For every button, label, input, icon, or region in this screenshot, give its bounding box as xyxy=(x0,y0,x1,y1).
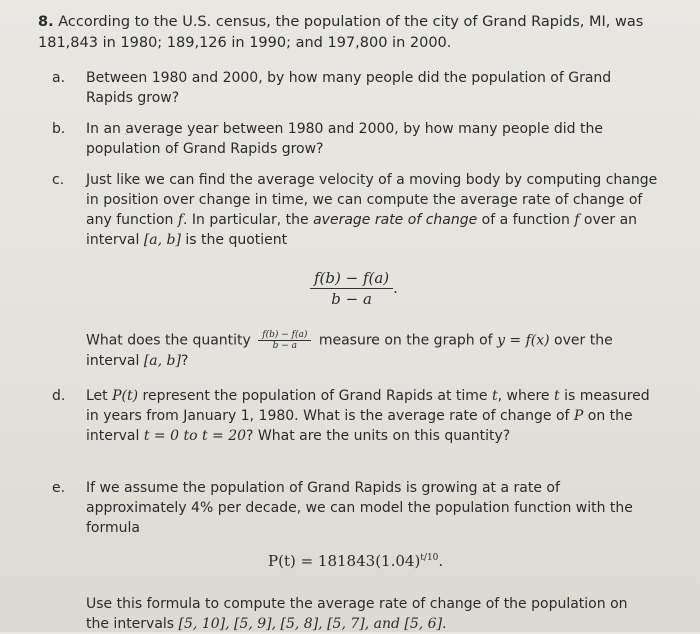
part-c-text-2: . In particular, the xyxy=(183,212,314,228)
question-mark: ? xyxy=(180,353,189,369)
part-d-text-5: on the interval xyxy=(86,408,633,444)
function-f-2: f xyxy=(574,212,580,228)
part-e-text: If we assume the population of Grand Rapids is growing at a rate of approximately 4% per decade, we can model the population function with the formula xyxy=(86,480,633,536)
quotient-denominator: b − a xyxy=(331,290,372,308)
part-d-text xyxy=(86,386,662,446)
population-formula xyxy=(268,552,443,570)
part-c-question xyxy=(86,330,646,371)
interval-ab: [a, b] xyxy=(143,232,181,248)
part-e-letter: e. xyxy=(52,480,66,496)
part-d-text-4: is measured in years from January 1, 1980. What is the average rate of change of xyxy=(86,388,650,424)
inline-quotient xyxy=(258,330,311,351)
function-pt: P(t) xyxy=(112,388,139,404)
formula-exponent: t/10 xyxy=(420,553,439,563)
problem-intro-text: According to the U.S. census, the population of the city of Grand Rapids, MI, was 181,843 in 1980; 189,126 in 1990; and 197,800 in 2000. xyxy=(38,14,644,51)
part-c xyxy=(52,170,662,250)
quotient-numerator: f(b) − f(a) xyxy=(310,268,393,289)
part-a xyxy=(52,68,662,108)
part-d-text-6: ? What are the units on this quantity? xyxy=(246,428,511,444)
use-text: Use this formula to compute the average rate of change of the population on the intervals xyxy=(86,596,628,632)
variable-p: P xyxy=(573,408,584,424)
problem-intro xyxy=(38,12,678,54)
part-c-text-1: Just like we can find the average velocity of a moving body by computing change in position over change in time, we can compute the average rate of change of any function xyxy=(86,172,658,228)
formula-base: P(t) = 181843(1.04) xyxy=(268,552,421,570)
part-c-text-5: is the quotient xyxy=(180,232,288,248)
problem-number: 8. xyxy=(38,14,54,30)
function-f: f xyxy=(177,212,184,228)
graph-equation: y = f(x) xyxy=(497,332,550,349)
question-text-1: What does the quantity xyxy=(86,332,256,349)
difference-quotient xyxy=(310,268,398,309)
part-a-text: Between 1980 and 2000, by how many people did the population of Grand Rapids grow? xyxy=(86,70,612,106)
part-e xyxy=(52,478,662,538)
part-d-text-1: Let xyxy=(86,388,113,404)
part-c-text xyxy=(86,170,662,250)
question-text-3: over the interval xyxy=(86,332,613,369)
quotient-period: . xyxy=(393,279,398,297)
part-c-letter: c. xyxy=(52,172,65,188)
part-b xyxy=(52,119,662,159)
part-e-instructions xyxy=(86,594,646,634)
time-range: t = 0 to t = 20 xyxy=(143,428,247,444)
part-d-text-2: represent the population of Grand Rapids at time xyxy=(138,388,492,404)
part-b-letter: b. xyxy=(52,121,66,137)
part-c-text-4: over an interval xyxy=(86,212,638,248)
part-c-text-3: of a function xyxy=(477,212,575,228)
question-interval: [a, b] xyxy=(143,353,181,369)
part-d xyxy=(52,386,662,446)
variable-t: t xyxy=(492,388,498,404)
part-a-letter: a. xyxy=(52,70,66,86)
interval-list: [5, 10], [5, 9], [5, 8], [5, 7], and [5, 6]. xyxy=(178,616,447,632)
formula-period: . xyxy=(438,552,444,570)
inline-numerator: f(b) − f(a) xyxy=(258,330,311,341)
variable-t-2: t xyxy=(554,388,560,404)
part-d-letter: d. xyxy=(52,388,66,404)
question-text-2: measure on the graph of xyxy=(314,332,498,349)
part-d-text-3: , where xyxy=(497,388,554,404)
average-rate-term: average rate of change xyxy=(313,212,478,228)
inline-denominator: b − a xyxy=(272,341,298,351)
part-b-text: In an average year between 1980 and 2000, by how many people did the population of Grand Rapids grow? xyxy=(86,121,603,157)
